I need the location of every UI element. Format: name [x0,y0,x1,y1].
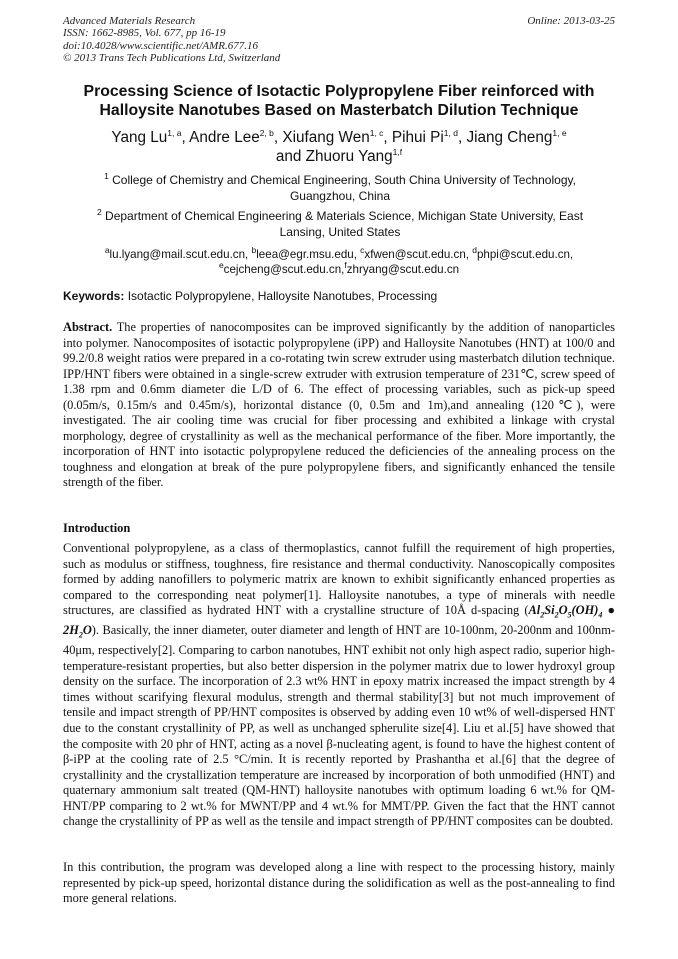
intro-text-part-2: ). Basically, the inner diameter, outer diameter and length of HNT are 10-100nm, 20-200nm and 100nm-40μm, respectively[2]. Comparing to carbon nanotubes, HNT exhibit not only high aspect radio, superior high-temperature-resistant properties, but also better dispersion in the polymer matrix due to lower hydroxyl group density on the surface. The incorporation of 2.3 wt% HNT in epoxy matrix increased the impact strength by 4 times without scarifying flexural modulus, strength and thermal stability[3] but not much improvement of tensile and impact strength of PP/HNT composites is observed by adding even 10 wt% of well-dispersed HNT due to the constant crystallinity of PP, as well as unchanged spherulite size[4]. Liu et al.[5] have showed that the composite with 20 phr of HNT, acting as a novel β-nucleating agent, is found to have the highest content of β-iPP at the cooling rate of 2.5 °C/min. It is recently reported by Prashantha et al.[6] that the degree of crystallinity and the crystallization temperature are increased by incorporation of both unmodified (HNT) and quaternary ammonium salt treated (QM-HNT) halloysite nanotubes with optimum loading 6 wt.% for QM-HNT/PP comparing to 2 wt.% for MWNT/PP and 4 wt.% for MMT/PP. Given the fact that the HNT cannot change the crystallinity of PP as well as the tensile and impact strength of PP/HNT composites can be doubted. [63,623,615,829]
author-name: and Zhuoru Yang [275,148,393,165]
author-emails [60,247,618,277]
introduction-paragraph-2: In this contribution, the program was developed along a line with respect to the processing history, mainly represented by pick-up speed, horizontal distance during the solidification as well as the post-annealing to find more general relations. [63,860,615,906]
email-mark: e [218,260,224,271]
email-mark: a [104,245,110,256]
author-name: , Xiufang Wen [273,129,370,146]
email-address[interactable]: cejcheng@scut.edu.cn, [223,263,345,276]
author-name: , Andre Lee [181,129,260,146]
abstract-text: The properties of nanocomposites can be improved significantly by the addition of nanoparticles into polymer. Nanocomposites of isotactic polypropylene (iPP) and Halloysite Nanotubes (HNT) at 100/0 and 99.2/0.8 weight ratios were prepared in a co-rotating twin screw extruder using masterbatch dilution technique. IPP/HNT fibers were obtained in a single-screw extruder with extrusion temperature of 231℃, screw speed of 1.38 rpm and 0.6mm diameter die L/D of 6. The effect of processing variables, such as pick-up speed (0.05m/s, 0.15m/s and 0.45m/s), horizontal distance (0, 0.5m and 1m),and annealing (120℃), were investigated. The air cooling time was crucial for fiber processing and exhibited a linkage with crystal morphology, degree of crystallinity as well as the mechanical performance of the fiber. More importantly, the incorporation of HNT into isotactic polypropylene reduced the deficiencies of the annealing process on the toughness and elongation at break of the pure polypropylene fibers, and significantly enhanced the tensile strength of the fiber. [63,320,615,490]
introduction-paragraph-1 [63,541,615,830]
abstract-label: Abstract. [63,320,113,334]
email-address[interactable]: zhryang@scut.edu.cn [346,263,460,276]
email-mark: f [344,260,347,271]
affiliation-1 [80,173,600,204]
formula-element: O [82,623,92,638]
formula-dot: ● [602,603,615,618]
email-mark: d [472,245,477,256]
formula-element: O [558,603,568,618]
section-heading-introduction: Introduction [63,521,131,535]
formula-element: (OH) [571,603,599,618]
journal-name: Advanced Materials Research [63,15,196,27]
keywords-label: Keywords: [63,289,125,303]
author-affil-mark: 2, b [259,127,274,138]
keywords-text: Isotactic Polypropylene, Halloysite Nanotubes, Processing [124,289,438,303]
formula-subscript: 2 [554,610,559,620]
formula-subscript: 4 [598,610,603,620]
author-affil-mark: 1,f [392,146,403,157]
formula-element: Si [544,603,555,618]
author-affil-mark: 1, a [167,127,182,138]
affiliation-text: Department of Chemical Engineering & Materials Science, Michigan State University, East Lansing, United States [101,209,584,239]
journal-header [63,15,615,64]
paper-title: Processing Science of Isotactic Polypropylene Fiber reinforced with Halloysite Nanotubes Based on Masterbatch Dilution Technique [83,83,595,119]
author-name: , Pihui Pi [383,129,444,146]
affiliation-2 [80,209,600,240]
affiliation-mark: 2 [96,207,102,217]
formula-element: 2H [63,623,79,638]
copyright-line: © 2013 Trans Tech Publications Ltd, Switzerland [63,51,281,64]
email-address[interactable]: phpi@scut.edu.cn, [476,248,574,261]
author-list [60,128,618,166]
formula-element: Al [528,603,541,618]
keywords-line [63,289,615,304]
affiliation-text: College of Chemistry and Chemical Engineering, South China University of Technology, Guangzhou, China [108,173,576,203]
email-address[interactable]: xfwen@scut.edu.cn, [364,248,473,261]
formula-subscript: 5 [567,610,572,620]
affiliation-mark: 1 [104,171,109,181]
doi-line: doi:10.4028/www.scientific.net/AMR.677.16 [63,39,259,52]
email-address[interactable]: leea@egr.msu.edu, [256,248,361,261]
author-affil-mark: 1, e [552,127,567,138]
intro-text-part-1: Conventional polypropylene, as a class of thermoplastics, cannot fulfill the requirement of high properties, such as modulus or stiffness, toughness, fire resistance and thermal conductivity. Nanoscopically composites formed by adding nanofillers to polymeric matrix are known to exhibit significantly enhanced properties as compared to the corresponding neat polymer[1]. Halloysite nanotubes, a type of minerals with needle structures, are classified as hydrated HNT with a crystalline structure of 10Å d-spacing ( [63,541,615,618]
formula-subscript: 2 [78,630,83,640]
email-mark: b [251,245,257,256]
abstract-paragraph [63,320,615,491]
online-date: Online: 2013-03-25 [527,15,615,27]
author-affil-mark: 1, d [443,127,458,138]
author-name: , Jiang Cheng [457,129,553,146]
email-address[interactable]: lu.lyang@mail.scut.edu.cn, [109,248,252,261]
issn-line: ISSN: 1662-8985, Vol. 677, pp 16-19 [63,27,226,40]
email-mark: c [360,245,365,256]
author-name: Yang Lu [111,129,168,146]
formula-subscript: 2 [540,610,545,620]
author-affil-mark: 1, c [369,127,384,138]
